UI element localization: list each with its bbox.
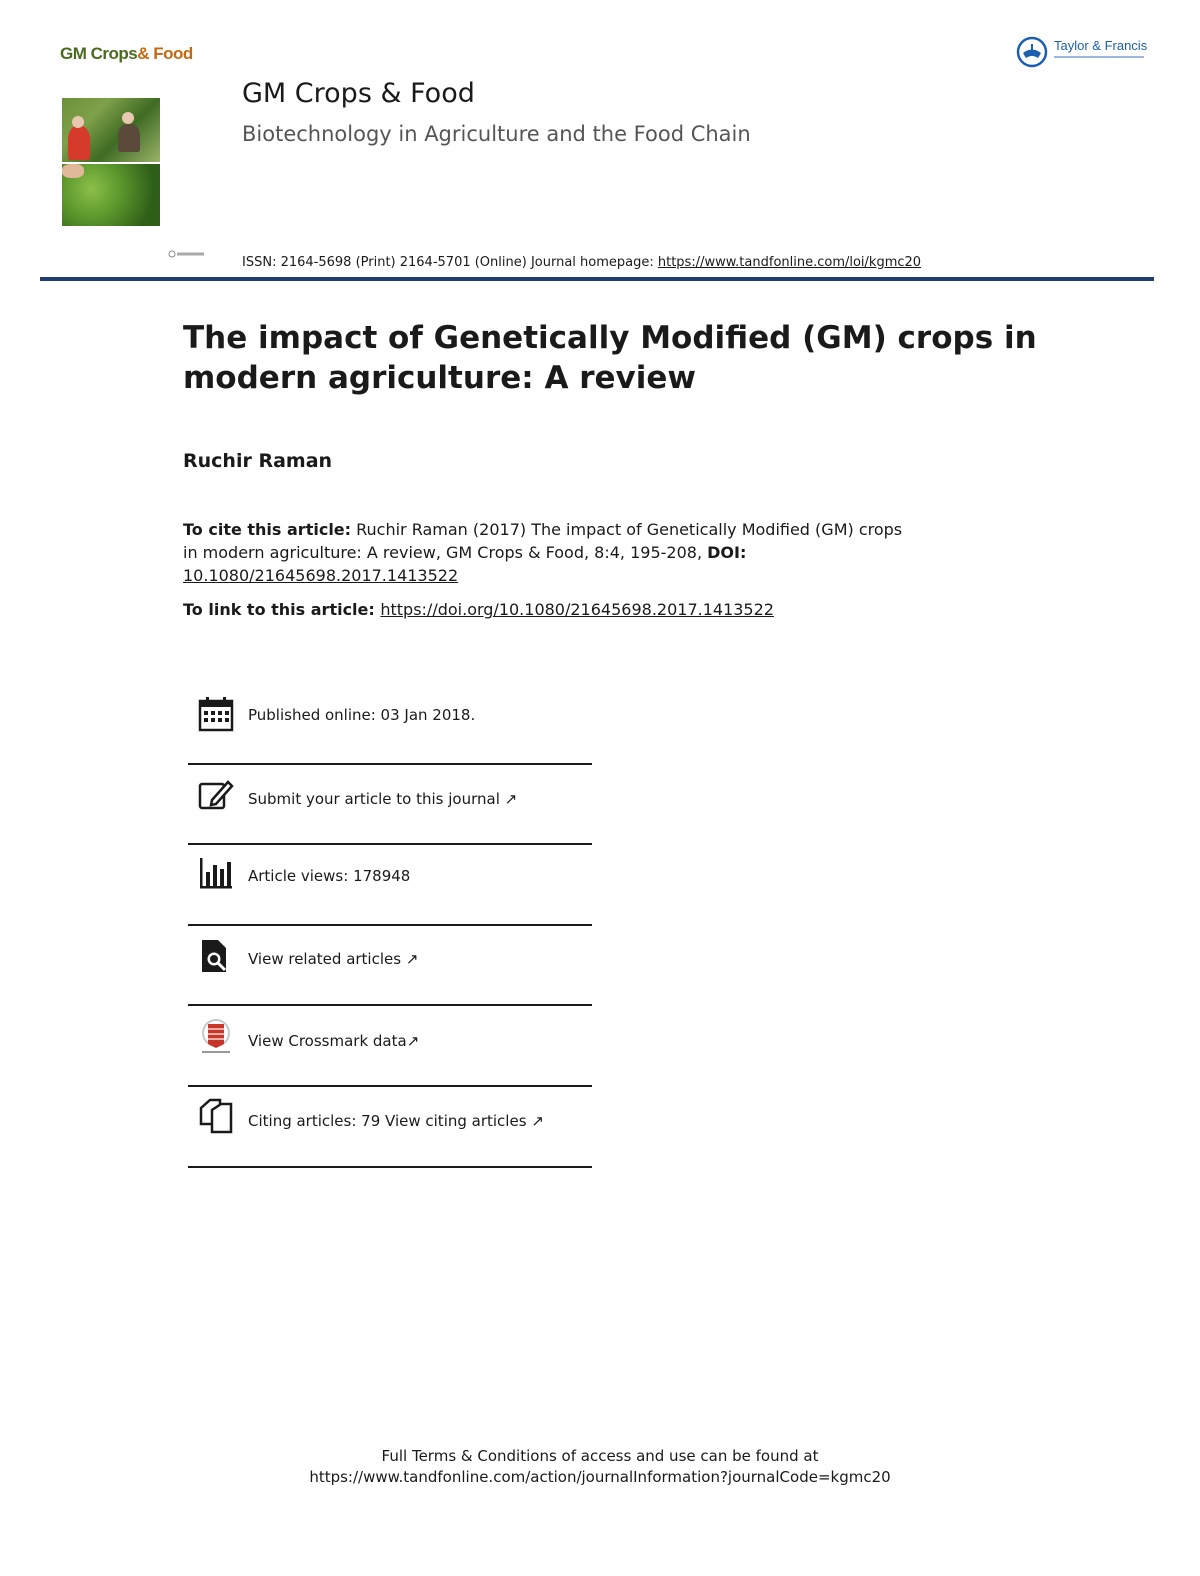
- article-views: Article views: 178948: [248, 867, 411, 885]
- cite-doi-link[interactable]: 10.1080/21645698.2017.1413522: [183, 566, 459, 585]
- publisher-small-logo: [168, 250, 206, 258]
- cite-doi-label: DOI:: [707, 543, 747, 562]
- submit-article-link[interactable]: [248, 790, 517, 808]
- external-link-icon: ↗: [405, 950, 419, 968]
- taylor-francis-logo[interactable]: [1016, 36, 1166, 70]
- issn-line: [242, 255, 921, 270]
- journal-homepage-link[interactable]: https://www.tandfonline.com/loi/kgmc20: [657, 255, 922, 270]
- related-row[interactable]: [188, 934, 592, 1014]
- citing-articles-icon: [198, 1098, 234, 1134]
- citing-label: Citing articles: 79 View citing articles: [248, 1112, 527, 1130]
- submit-row[interactable]: [188, 772, 592, 852]
- crossmark-row[interactable]: [188, 1014, 592, 1094]
- cover-logo-amp: & Food: [137, 44, 193, 63]
- cover-photo-field: [62, 98, 160, 162]
- journal-subtitle: Biotechnology in Agriculture and the Food Chain: [242, 122, 751, 146]
- cover-photo-leaves: [62, 164, 160, 226]
- terms-footer: [0, 1446, 1200, 1488]
- cover-logo-main: GM Crops: [60, 44, 138, 63]
- journal-title: GM Crops & Food: [242, 78, 475, 109]
- author-name: Ruchir Raman: [183, 450, 333, 472]
- submit-label: Submit your article to this journal: [248, 790, 500, 808]
- terms-line: Full Terms & Conditions of access and use can be found at: [381, 1447, 819, 1465]
- external-link-icon: ↗: [504, 790, 518, 808]
- related-label: View related articles: [248, 950, 402, 968]
- divider: [188, 843, 592, 845]
- citing-row[interactable]: [188, 1094, 592, 1174]
- crossmark-link[interactable]: [248, 1032, 419, 1050]
- divider: [188, 763, 592, 765]
- crossmark-icon: [198, 1018, 234, 1054]
- related-articles-icon: [198, 938, 234, 974]
- views-row: [188, 852, 592, 932]
- article-doi-link[interactable]: https://doi.org/10.1080/21645698.2017.1413522: [380, 600, 774, 619]
- journal-cover: [60, 44, 193, 230]
- citation-block: [183, 518, 903, 587]
- article-title: The impact of Genetically Modified (GM) crops in modern agriculture: A review: [183, 320, 1037, 396]
- publisher-tagline: [1054, 55, 1144, 60]
- cite-label: To cite this article:: [183, 520, 352, 539]
- external-link-icon: ↗: [406, 1032, 420, 1050]
- related-articles-link[interactable]: [248, 950, 418, 968]
- divider: [188, 1166, 592, 1168]
- divider: [188, 1085, 592, 1087]
- calendar-icon: [198, 696, 234, 732]
- header-rule: [40, 277, 1154, 281]
- crossmark-label: View Crossmark data: [248, 1032, 407, 1050]
- terms-url[interactable]: https://www.tandfonline.com/action/journalInformation?journalCode=kgmc20: [309, 1468, 891, 1486]
- external-link-icon: ↗: [531, 1112, 544, 1130]
- divider: [188, 1004, 592, 1006]
- published-row: [188, 692, 592, 772]
- citing-articles-link[interactable]: [248, 1112, 544, 1130]
- published-date: Published online: 03 Jan 2018.: [248, 706, 476, 724]
- cover-logo: [60, 44, 220, 74]
- edit-icon: [198, 776, 234, 812]
- publisher-name: Taylor & Francis: [1054, 38, 1148, 53]
- cite-text: Ruchir Raman (2017) The impact of Genetically Modified (GM) crops in modern agriculture: A review, GM Crops & Food, 8:4, 195-208,: [183, 520, 903, 562]
- link-label: To link to this article:: [183, 600, 381, 619]
- bar-chart-icon: [198, 856, 234, 892]
- taylor-francis-icon: [1016, 36, 1048, 68]
- divider: [188, 924, 592, 926]
- article-link-block: [183, 600, 774, 619]
- issn-text: ISSN: 2164-5698 (Print) 2164-5701 (Online) Journal homepage:: [242, 255, 658, 270]
